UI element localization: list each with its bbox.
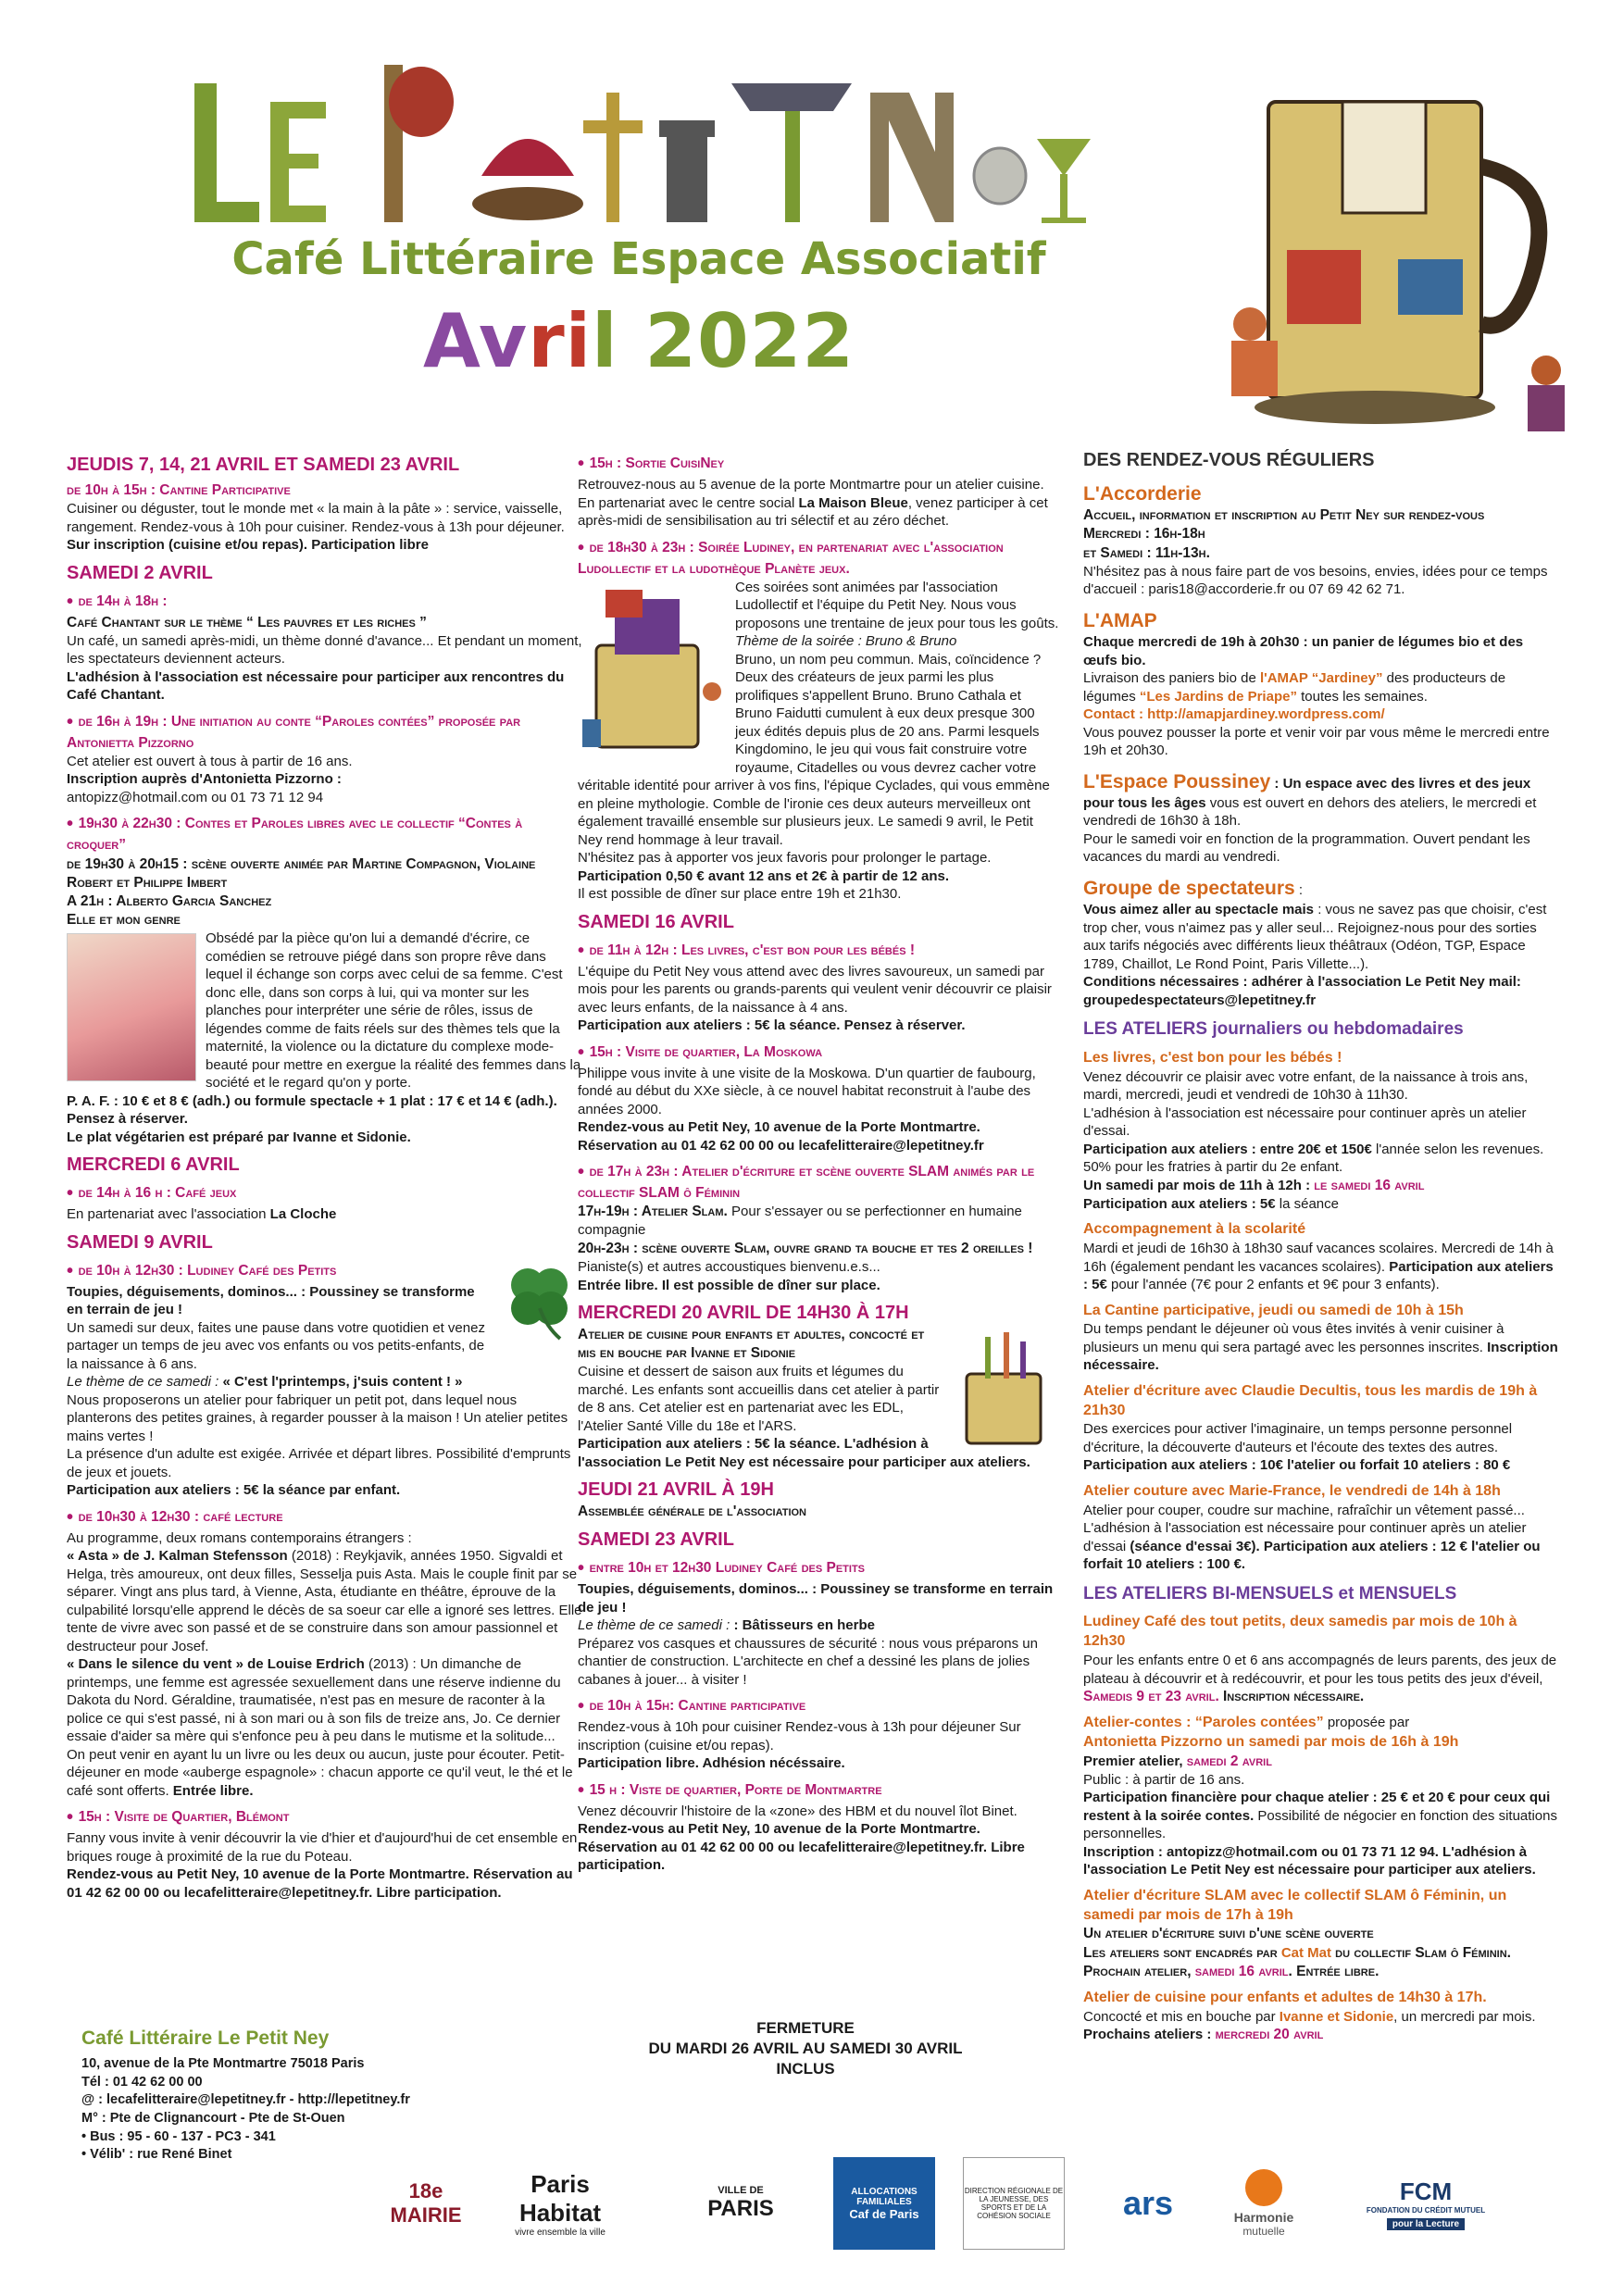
ars-logo: ars xyxy=(1122,2184,1174,2222)
event-text: Philippe vous invite à une visite de la Moskowa. D'un quartier de faubourg, fondé au début du XXe siècle, à ce nouvel habitat reconstruit à l'aube des années 2000. xyxy=(578,1065,1036,1117)
subtitle: Café Littéraire Espace Associatif xyxy=(231,233,1046,285)
date-heading: MERCREDI 20 AVRIL DE 14H30 À 17H xyxy=(578,1303,909,1324)
event-title: • entre 10h et 12h30 Ludiney Café des Petits xyxy=(578,1558,866,1579)
partner-logos xyxy=(389,2157,1592,2259)
event-title: • de 10h à 15h: Cantine participative xyxy=(578,1696,806,1717)
espace-block: L'Espace Poussiney : Un espace avec des livres et des jeux pour tous les âges vous est ouvert en dehors des ateliers, le mercredi et vendredi de 16h30 à 18h. xyxy=(1083,770,1537,830)
accorderie-hours: et Samedi : 11h-13h. xyxy=(1083,544,1210,561)
month-title: Avril 2022 xyxy=(422,298,855,384)
event-note: L'adhésion à l'association est nécessaire pour participer aux rencontres du Café Chantant. xyxy=(67,668,565,704)
event-text: Préparez vos casques et chaussures de sécurité : nous vous préparons un chantier de construction. L'architecte en chef a dessiné les plans de jolies cabanes à jouer... à visiter ! xyxy=(578,1635,1038,1688)
column-middle xyxy=(578,446,1059,1875)
event-note: Participation aux ateliers : 5€ la séance. L'adhésion à l'association Le Petit Ney est nécessaire pour participer aux ateliers. xyxy=(578,1436,1030,1470)
event-text: La présence d'un adulte est exigée. Arrivée et départ libres. Possibilité d'emprunts de jeux et jouets. xyxy=(67,1446,571,1480)
event-text: N'hésitez pas à apporter vos jeux favoris pour prolonger le partage. xyxy=(578,850,992,867)
event-subtitle: Assemblée générale de l'association xyxy=(578,1504,807,1520)
event-artist: A 21h : Alberto Garcia Sanchez xyxy=(67,892,272,909)
book-1: « Asta » de J. Kalman Stefensson (2018) : Reykjavik, années 1950. Sigvaldi et Helga, très amoureux, ont deux filles, Sesselja puis Asta. Mais le couple finit par se séparer. Vingt ans plus tard, à Vienne, Asta, étudiante en théâtre, éprouve de la culpabilité lorsqu'elle apprend le décès de sa soeur car elle a ignoré ses lettres. Elle tente de vivre avec son passé et de se construire dans son amour passionnel et destructeur pour Josef. xyxy=(67,1548,582,1654)
event-note: Rendez-vous au Petit Ney, 10 avenue de la Porte Montmartre. Réservation au 01 42 62 00 00 ou lecafelitteraire@lepetitney.fr. Libre participation. xyxy=(67,1866,573,1901)
atelier-text: Des exercices pour activer l'imaginaire, un temps personne personnel d'écriture, la découverte d'auteurs et l'écoute des textes des autres. xyxy=(1083,1421,1513,1455)
event-text: On peut venir en ayant lu un livre ou les deux ou aucun, juste pour écouter. Petit-déjeuner en mode «auberge espagnole» : chacun apporte ce qu'il veut, le thé et le café sont offerts. Entrée libre. xyxy=(67,1746,573,1799)
event-text: Un café, un samedi après-midi, un thème donné d'avance... Et pendant un moment, les spectateurs deviennent acteurs. xyxy=(67,632,582,668)
event-note: Participation libre. Adhésion nécéssaire. xyxy=(578,1755,845,1772)
event-text: Il est possible de dîner sur place entre 19h et 21h30. xyxy=(578,886,902,903)
event-text: L'équipe du Petit Ney vous attend avec des livres savoureux, un samedi par mois pour les parents ou grands-parents qui veulent venir découvrir ce plaisir avec leurs enfants, de la naissance à 4 ans. xyxy=(578,963,1052,1016)
event-text: Cuisiner ou déguster, tout le monde met « la main à la pâte » : service, vaisselle, rangement. Rendez-vous à 10h pour cuisiner. Rendez-vous à 13h pour déjeuner. xyxy=(67,501,565,535)
event-text: 17h-19h : Atelier Slam. Pour s'essayer ou se perfectionner en humaine compagnie xyxy=(578,1204,1022,1239)
book-2: « Dans le silence du vent » de Louise Erdrich (2013) : Un dimanche de printemps, une femme est agressée sexuellement dans une réserve indienne du Dakota du Nord. Géraldine, traumatisée, n'est pas en mesure de raconter à la police ce qui s'est passé, ni à son mari ou à son fils de treize ans, Jo. Ce dernier essaie d'aider sa mère qui s'enfonce peu à peu dans le mutisme et la solitude... xyxy=(67,1656,561,1745)
clover-icon xyxy=(495,1257,583,1341)
event-note: Participation aux ateliers : 5€ la séance par enfant. xyxy=(67,1482,401,1499)
atelier-title: Accompagnement à la scolarité xyxy=(1083,1221,1306,1238)
atelier-title: Atelier de cuisine pour enfants et adultes de 14h30 à 17h. xyxy=(1083,1989,1487,2005)
event-title: de 10h à 15h : Cantine Participative xyxy=(67,482,291,498)
event-show-title: Elle et mon genre xyxy=(67,911,181,928)
accorderie-text: N'hésitez pas à nous faire part de vos besoins, envies, idées pour ce temps d'accueil : paris18@accorderie.fr ou 07 69 42 62 71. xyxy=(1083,563,1548,598)
event-text: En partenariat avec l'association La Cloche xyxy=(67,1206,337,1223)
event-note: Inscription auprès d'Antonietta Pizzorno : xyxy=(67,771,342,788)
event-title: • de 14h à 18h : xyxy=(67,591,168,612)
footer-phone: Tél : 01 42 62 00 00 xyxy=(81,2074,203,2090)
event-note: Rendez-vous au Petit Ney, 10 avenue de la Porte Montmartre. Réservation au 01 42 62 00 00 ou lecafelitteraire@lepetitney.fr. Libre participation. xyxy=(578,1821,1025,1874)
event-text: 20h-23h : scène ouverte Slam, ouvre grand ta bouche et tes 2 oreilles ! Pianiste(s) et autres accoustiques bienvenu.e.s... xyxy=(578,1240,1033,1276)
event-note: Entrée libre. Il est possible de dîner sur place. xyxy=(578,1277,880,1293)
ville-de-paris-logo: VILLE DE PARIS xyxy=(707,2185,774,2221)
kitchen-illustration xyxy=(948,1328,1059,1448)
date-heading: SAMEDI 23 AVRIL xyxy=(578,1529,734,1551)
event-text: Bruno, un nom peu commun. Mais, coïncidence ? Deux des créateurs de jeux parmi les plus prolifiques s'appellent Bruno. Bruno Cathala et Bruno Faidutti cumulent à eux deux presque 300 jeux édités depuis plus de 20 ans. Parmi lesquels Kingdomino, le jeu qui vous fait construire votre royaume, Citadelles ou vous devrez cacher votre véritable identité pour arriver à vos fins, l'épique Cyclades, qui vous emmène en pleine mythologie. Comble de l'ironie ces deux auteurs merveilleux ont également travaillé ensemble sur plusieurs jeux. Le samedi 9 avril, le Petit Ney rend hommage à leur travail. xyxy=(578,651,1050,848)
event-note: Sur inscription (cuisine et/ou repas). Participation libre xyxy=(67,537,429,554)
atelier-text: Venez découvrir ce plaisir avec votre enfant, de la naissance à trois ans, mardi, mercredi, jeudi et vendredi de 10h30 à 11h30. xyxy=(1083,1068,1529,1104)
atelier-title: Les livres, c'est bon pour les bébés ! xyxy=(1083,1049,1342,1066)
date-heading: JEUDIS 7, 14, 21 AVRIL ET SAMEDI 23 AVRIL xyxy=(67,455,460,475)
event-text: Nous proposerons un atelier pour fabriquer un petit pot, dans lequel nous planterons des petites graines, à regarder pousser à la maison ! Un atelier petites mains vertes ! xyxy=(67,1391,568,1444)
footer-metro: M° : Pte de Clignancourt - Pte de St-Ouen xyxy=(81,2111,345,2127)
atelier-text: Les ateliers sont encadrés par Cat Mat du collectif Slam ô Féminin. Prochain atelier, samedi 16 avril. Entrée libre. xyxy=(1083,1944,1511,1979)
fcm-logo: FCM FONDATION DU CRÉDIT MUTUEL pour la Lecture xyxy=(1366,2177,1486,2229)
event-theme: Thème de la soirée : Bruno & Bruno xyxy=(735,633,957,650)
atelier-title: Atelier couture avec Marie-France, le vendredi de 14h à 18h xyxy=(1083,1482,1501,1499)
footer-velib: • Vélib' : rue René Binet xyxy=(81,2147,232,2163)
event-theme: Le thème de ce samedi : : Bâtisseurs en herbe xyxy=(578,1617,875,1634)
event-title: • de 18h30 à 23h : Soirée Ludiney, en partenariat avec l'association Ludollectif et la ludothèque Planète jeux. xyxy=(578,537,1004,577)
atelier-text: Pour les enfants entre 0 et 6 ans accompagnés de leurs parents, des jeux de plateau à découvrir et à redécouvrir, et pour les tous petits des jeux d'éveil, Samedis 9 et 23 avril. Inscription nécessaire. xyxy=(1083,1653,1557,1704)
event-subtitle: de 19h30 à 20h15 : scène ouverte animée par Martine Compagnon, Violaine Robert et Philippe Imbert xyxy=(67,855,536,891)
spectateurs-block: Groupe de spectateurs : xyxy=(1083,877,1304,899)
drjscs-logo: DIRECTION RÉGIONALE DE LA JEUNESSE, DES SPORTS ET DE LA COHÉSION SOCIALE xyxy=(963,2157,1065,2250)
atelier-text: Concocté et mis en bouche par Ivanne et Sidonie, un mercredi par mois. Prochains ateliers : mercredi 20 avril xyxy=(1083,2008,1536,2043)
event-subtitle: Toupies, déguisements, dominos... : Poussiney se transforme en terrain de jeu ! xyxy=(67,1283,475,1318)
atelier-text: Du temps pendant le déjeuner où vous êtes invités à venir cuisiner à plusieurs un menu qui sera partagé avec les personnes inscrites. Inscription nécessaire. xyxy=(1083,1321,1558,1374)
atelier-text: Un samedi par mois de 11h à 12h : le samedi 16 avril xyxy=(1083,1177,1425,1193)
event-subtitle: Atelier de cuisine pour enfants et adultes, concocté et mis en bouche par Ivanne et Sidonie xyxy=(578,1327,925,1362)
contact-footer xyxy=(81,2026,563,2165)
amap-text: Vous pouvez pousser la porte et venir voir par vous même le mercredi entre 19h et 20h30. xyxy=(1083,724,1550,759)
event-text: Au programme, deux romans contemporains étrangers : xyxy=(67,1529,412,1546)
bimensuels-title: LES ATELIERS BI-MENSUELS et MENSUELS xyxy=(1083,1583,1457,1603)
footer-title: Café Littéraire Le Petit Ney xyxy=(81,2028,330,2049)
event-title: • de 14h à 16 h : Café jeux xyxy=(67,1183,237,1204)
column-left xyxy=(67,446,583,1902)
atelier-title: Antonietta Pizzorno un samedi par mois de 16h à 19h xyxy=(1083,1733,1459,1750)
mairie-18-logo: 18e MAIRIE xyxy=(390,2179,462,2227)
event-price: P. A. F. : 10 € et 8 € (adh.) ou formule spectacle + 1 plat : 17 € et 14 € (adh.). Pensez à réserver. xyxy=(67,1092,557,1128)
atelier-text: L'adhésion à l'association est nécessaire pour continuer après un atelier d'essai. xyxy=(1083,1104,1527,1140)
atelier-title: La Cantine participative, jeudi ou samedi de 10h à 15h xyxy=(1083,1302,1464,1318)
amap-title: L'AMAP xyxy=(1083,609,1157,631)
section-title: DES RENDEZ-VOUS RÉGULIERS xyxy=(1083,450,1375,470)
event-title: • de 16h à 19h : Une initiation au conte “Paroles contées” proposée par Antonietta Pizzorno xyxy=(67,711,521,751)
event-note: Le plat végétarien est préparé par Ivanne et Sidonie. xyxy=(67,1129,411,1145)
mug-illustration xyxy=(1213,65,1583,454)
event-price: Participation 0,50 € avant 12 ans et 2€ à partir de 12 ans. xyxy=(578,867,950,884)
event-text: Cet atelier est ouvert à tous à partir de 16 ans. xyxy=(67,753,353,769)
atelier-text: Participation financière pour chaque atelier : 25 € et 20 € pour ceux qui restent à la soirée contes. Possibilité de négocier en fonction des situations personnelles. xyxy=(1083,1790,1557,1842)
date-heading: MERCREDI 6 AVRIL xyxy=(67,1154,240,1176)
accorderie-title: L'Accorderie xyxy=(1083,483,1202,505)
espace-text: Pour le samedi voir en fonction de la programmation. Ouvert pendant les vacances du mardi au vendredi. xyxy=(1083,830,1530,866)
footer-email[interactable]: @ : lecafelitteraire@lepetitney.fr - http://lepetitney.fr xyxy=(81,2092,410,2108)
atelier-text: Mardi et jeudi de 16h30 à 18h30 sauf vacances scolaires. Mercredi de 14h à 16h (également pendant les vacances scolaires). Participation aux ateliers : 5€ pour l'année (7€ pour 2 enfants et 9€ pour 3 enfants). xyxy=(1083,1241,1554,1293)
event-title: • 19h30 à 22h30 : Contes et Paroles libres avec le collectif “Contes à croquer” xyxy=(67,814,523,854)
atelier-text: Participation aux ateliers : entre 20€ et 150€ l'année selon les revenues. 50% pour les fratries à partir du 2e enfant. xyxy=(1083,1141,1544,1176)
petit-ney-logo xyxy=(185,65,1092,250)
atelier-subtitle: Un atelier d'écriture suivi d'une scène ouverte xyxy=(1083,1926,1374,1942)
event-title: • de 11h à 12h : Les livres, c'est bon pour les bébés ! xyxy=(578,940,916,961)
artist-photo xyxy=(67,933,196,1081)
atelier-note: Inscription : antopizz@hotmail.com ou 01 73 71 12 94. L'adhésion à l'association Le Petit Ney est nécessaire pour participer aux ateliers. xyxy=(1083,1843,1536,1878)
amap-text: Livraison des paniers bio de l'AMAP “Jardiney” des producteurs de légumes “Les Jardins de Priape” toutes les semaines. xyxy=(1083,670,1506,705)
event-text: Cuisine et dessert de saison aux fruits et légumes du marché. Les enfants sont accueillis dans cet atelier à partir de 8 ans. Cet atelier est en partenariat avec les EDL, l'Atelier Santé Ville du 18e et l'ARS. xyxy=(578,1364,940,1434)
caf-logo: ALLOCATIONS FAMILIALES Caf de Paris xyxy=(833,2157,935,2250)
event-title: • 15h : Visite de quartier, La Moskowa xyxy=(578,1042,823,1063)
event-text: Rendez-vous à 10h pour cuisiner Rendez-vous à 13h pour déjeuner Sur inscription (cuisine et/ou repas). xyxy=(578,1719,1021,1753)
event-note: Rendez-vous au Petit Ney, 10 avenue de la Porte Montmartre. Réservation au 01 42 62 00 00 ou lecafelitteraire@lepetitney.fr xyxy=(578,1119,984,1154)
harmonie-mutuelle-logo: Harmonie mutuelle xyxy=(1217,2157,1310,2250)
date-heading: SAMEDI 9 AVRIL xyxy=(67,1231,213,1253)
event-title: • 15h : Visite de Quartier, Blémont xyxy=(67,1807,290,1828)
event-text: Venez découvrir l'histoire de la «zone» des HBM et du nouvel îlot Binet. xyxy=(578,1803,1017,1819)
games-illustration xyxy=(578,580,726,756)
atelier-title: Atelier d'écriture avec Claudie Decultis, tous les mardis de 19h à 21h30 xyxy=(1083,1382,1538,1418)
event-title: • de 10h30 à 12h30 : café lecture xyxy=(67,1506,283,1528)
event-contact: antopizz@hotmail.com ou 01 73 71 12 94 xyxy=(67,789,324,805)
event-text: Retrouvez-nous au 5 avenue de la porte Montmartre pour un atelier cuisine. En partenariat avec le centre social La Maison Bleue, venez participer à cet après-midi de sensibilisation au tri sélectif et au zéro déchet. xyxy=(578,477,1048,529)
event-text: Obsédé par la pièce qu'on lui a demandé d'écrire, ce comédien se retrouve piégé dans son propre rêve dans lequel il échange son corps avec celui de sa femme. C'est donc elle, dans son corps à lui, qui va monter sur les planches pour interpréter une série de rôles, issus de légendes comme de faits réels sur des thèmes tels que la maternité, la violence ou la dictature du complexe mode-beauté pour mettre en exergue la réalité des femmes dans la société et le regard qu'on y porte. xyxy=(206,930,581,1092)
event-subtitle: Café Chantant sur le thème “ Les pauvres et les riches ” xyxy=(67,614,427,630)
atelier-text: Atelier pour couper, coudre sur machine, rafraîchir un vêtement passé... L'adhésion à l'association est nécessaire pour continuer après un atelier d'essai (séance d'essai 3€). Participation aux ateliers : 12 € l'atelier ou forfait 10 ateliers : 100 €. xyxy=(1083,1502,1541,1573)
event-text: Fanny vous invite à venir découvrir la vie d'hier et d'aujourd'hui de cet ensemble en briques rouge à proximité de la rue du Poteau. xyxy=(67,1830,578,1865)
footer-address: 10, avenue de la Pte Montmartre 75018 Paris xyxy=(81,2056,365,2072)
atelier-title: Atelier-contes : “Paroles contées” proposée par xyxy=(1083,1715,1410,1731)
event-title: • de 17h à 23h : Atelier d'écriture et scène ouverte SLAM animés par le collectif SLAM ô Féminin xyxy=(578,1162,1035,1202)
date-heading: JEUDI 21 AVRIL À 19H xyxy=(578,1479,774,1501)
accorderie-subtitle: Accueil, information et inscription au Petit Ney sur rendez-vous xyxy=(1083,507,1485,524)
atelier-text: Participation aux ateliers : 5€ la séance xyxy=(1083,1195,1339,1212)
amap-contact[interactable]: Contact : http://amapjardiney.wordpress.com/ xyxy=(1083,706,1385,723)
ateliers-title: LES ATELIERS journaliers ou hebdomadaires xyxy=(1083,1019,1464,1040)
spectateurs-text: Vous aimez aller au spectacle mais : vous ne savez pas que choisir, c'est trop cher, vous n'aimez pas y aller seul... Rejoignez-nous pour des sorties aux tarifs négociés avec différents lieux théâtraux (Odéon, TGP, Espace 1789, Chaillot, Le Rond Point, Paris Villette...). xyxy=(1083,902,1547,972)
event-title: • de 10h à 12h30 : Ludiney Café des Petits xyxy=(67,1260,337,1281)
event-subtitle: Toupies, déguisements, dominos... : Poussiney se transforme en terrain de jeu ! xyxy=(578,1581,1054,1616)
atelier-title: Ludiney Café des tout petits, deux samedis par mois de 10h à 12h30 xyxy=(1083,1614,1517,1650)
atelier-text: Public : à partir de 16 ans. xyxy=(1083,1771,1245,1788)
spectateurs-note: Conditions nécessaires : adhérer à l'association Le Petit Ney mail: groupedespectateurs@lepetitney.fr xyxy=(1083,974,1521,1008)
atelier-text: Premier atelier, samedi 2 avril xyxy=(1083,1753,1272,1769)
event-text: Ces soirées sont animées par l'association Ludollectif et l'équipe du Petit Ney. Nous vous proposons une trentaine de jeux pour tous les goûts. xyxy=(735,579,1059,631)
event-text: Un samedi sur deux, faites une pause dans votre quotidien et venez partager un temps de jeu avec vos enfants ou vos petits-enfants, de la naissance à 6 ans. xyxy=(67,1319,485,1372)
atelier-price: Participation aux ateliers : 10€ l'atelier ou forfait 10 ateliers : 80 € xyxy=(1083,1457,1511,1474)
date-heading: SAMEDI 16 AVRIL xyxy=(578,911,734,932)
column-right xyxy=(1083,446,1560,2044)
atelier-title: Atelier d'écriture SLAM avec le collectif SLAM ô Féminin, un samedi par mois de 17h à 19h xyxy=(1083,1887,1507,1923)
amap-lead: Chaque mercredi de 19h à 20h30 : un panier de légumes bio et des œufs bio. xyxy=(1083,634,1524,668)
closing-notice: FERMETURE DU MARDI 26 AVRIL AU SAMEDI 30 AVRIL INCLUS xyxy=(648,2019,963,2078)
date-heading: SAMEDI 2 AVRIL xyxy=(67,562,213,583)
accorderie-hours: Mercredi : 16h-18h xyxy=(1083,526,1205,543)
event-title: • 15 h : Viste de quartier, Porte de Montmartre xyxy=(578,1779,882,1801)
paris-habitat-logo: Paris Habitat vivre ensemble la ville xyxy=(515,2169,606,2238)
event-note: Participation aux ateliers : 5€ la séance. Pensez à réserver. xyxy=(578,1017,966,1034)
event-theme: Le thème de ce samedi : « C'est l'printemps, j'suis content ! » xyxy=(67,1374,463,1391)
event-title: • 15h : Sortie CuisiNey xyxy=(578,454,725,474)
footer-bus: • Bus : 95 - 60 - 137 - PC3 - 341 xyxy=(81,2128,276,2144)
